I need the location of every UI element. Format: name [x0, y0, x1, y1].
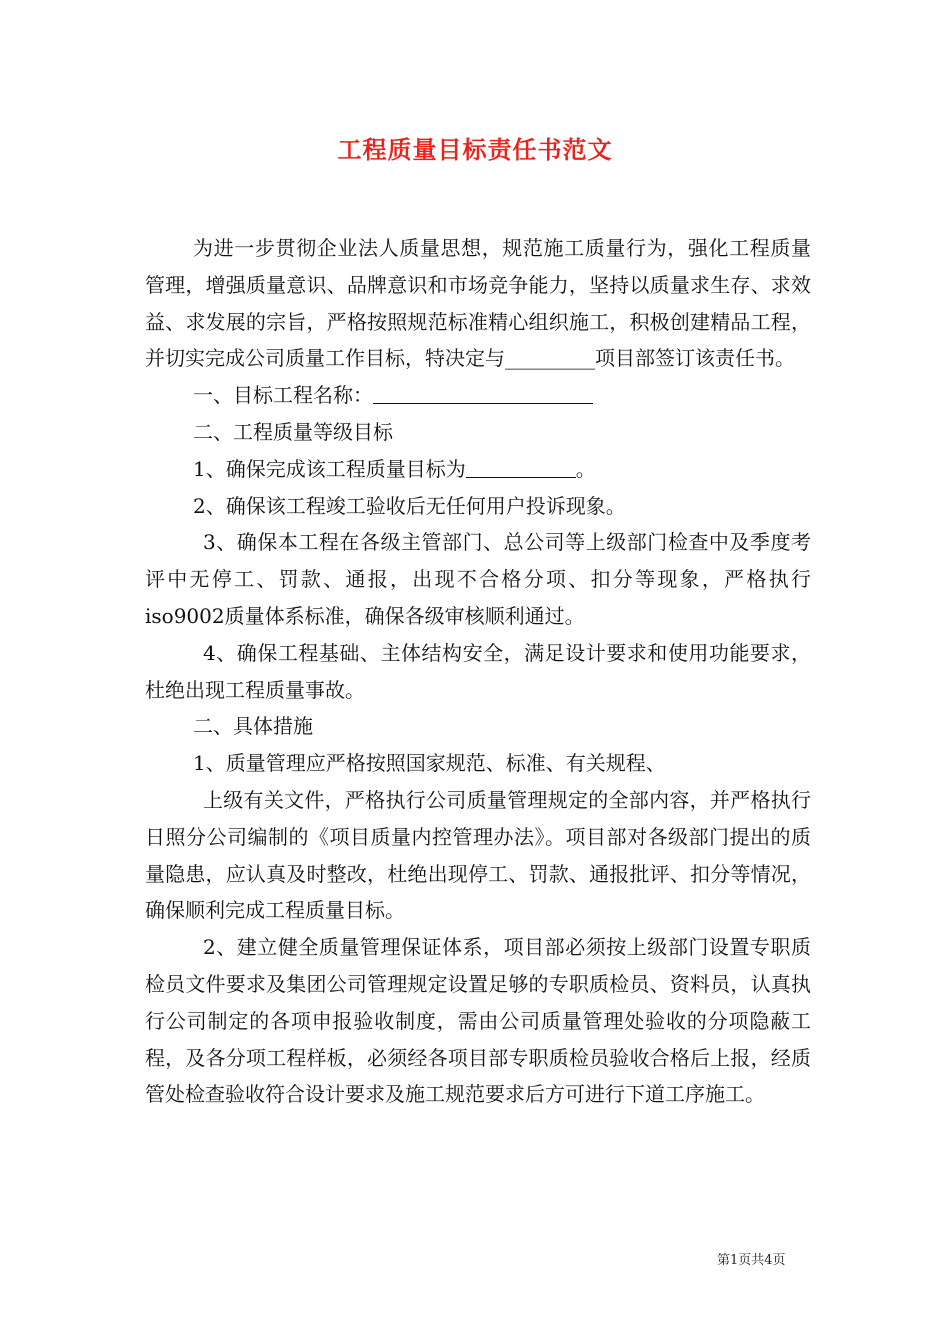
- intro-paragraph: 为进一步贯彻企业法人质量思想，规范施工质量行为，强化工程质量管理，增强质量意识、品牌意识和市场竞争能力，坚持以质量求生存、求效益、求发展的宗旨，严格按照规范标准精心组织施工，积极创建精品工程，并切实完成公司质量工作目标，特决定与_________项目部签订该责任书。: [145, 236, 811, 371]
- measure-1-first-line: 1、质量管理应严格按照国家规范、标准、有关规程、: [193, 751, 666, 776]
- measure-2-paragraph: 2、建立健全质量管理保证体系，项目部必须按上级部门设置专职质检员文件要求及集团公司管理规定设置足够的专职质检员、资料员，认真执行公司制定的各项申报验收制度，需由公司质量管理处验收的分项隐蔽工程，及各分项工程样板，必须经各项目部专职质检员验收合格后上报，经质管处检查验收符合设计要求及施工规范要求后方可进行下道工序施工。: [145, 935, 811, 1107]
- goal-3-paragraph: 3、确保本工程在各级主管部门、总公司等上级部门检查中及季度考评中无停工、罚款、通报，出现不合格分项、扣分等现象，严格执行iso9002质量体系标准，确保各级审核顺利通过。: [145, 530, 811, 628]
- quality-goal-heading: 二、工程质量等级目标: [193, 419, 393, 444]
- goal-1-blank: [466, 455, 576, 478]
- goal-1-prefix: 1、确保完成该工程质量目标为: [193, 456, 466, 481]
- document-body: [145, 230, 811, 1113]
- goal-2-paragraph: 2、确保该工程竣工验收后无任何用户投诉现象。: [193, 493, 626, 518]
- document-title: 工程质量目标责任书范文: [337, 135, 613, 164]
- goal-1-line: [145, 451, 811, 488]
- target-project-line: [145, 377, 811, 414]
- goal-1-suffix: 。: [575, 456, 596, 481]
- target-project-blank: [373, 381, 593, 404]
- page-number-footer: 第1页共4页: [717, 1253, 786, 1268]
- measure-1-paragraph: 上级有关文件，严格执行公司质量管理规定的全部内容，并严格执行日照分公司编制的《项目质量内控管理办法》。项目部对各级部门提出的质量隐患，应认真及时整改，杜绝出现停工、罚款、通报批评、扣分等情况，确保顺利完成工程质量目标。: [145, 787, 811, 923]
- target-project-label: 一、目标工程名称：: [193, 383, 373, 408]
- measures-heading: 二、具体措施: [193, 714, 313, 739]
- goal-4-paragraph: 4、确保工程基础、主体结构安全，满足设计要求和使用功能要求，杜绝出现工程质量事故。: [145, 640, 811, 702]
